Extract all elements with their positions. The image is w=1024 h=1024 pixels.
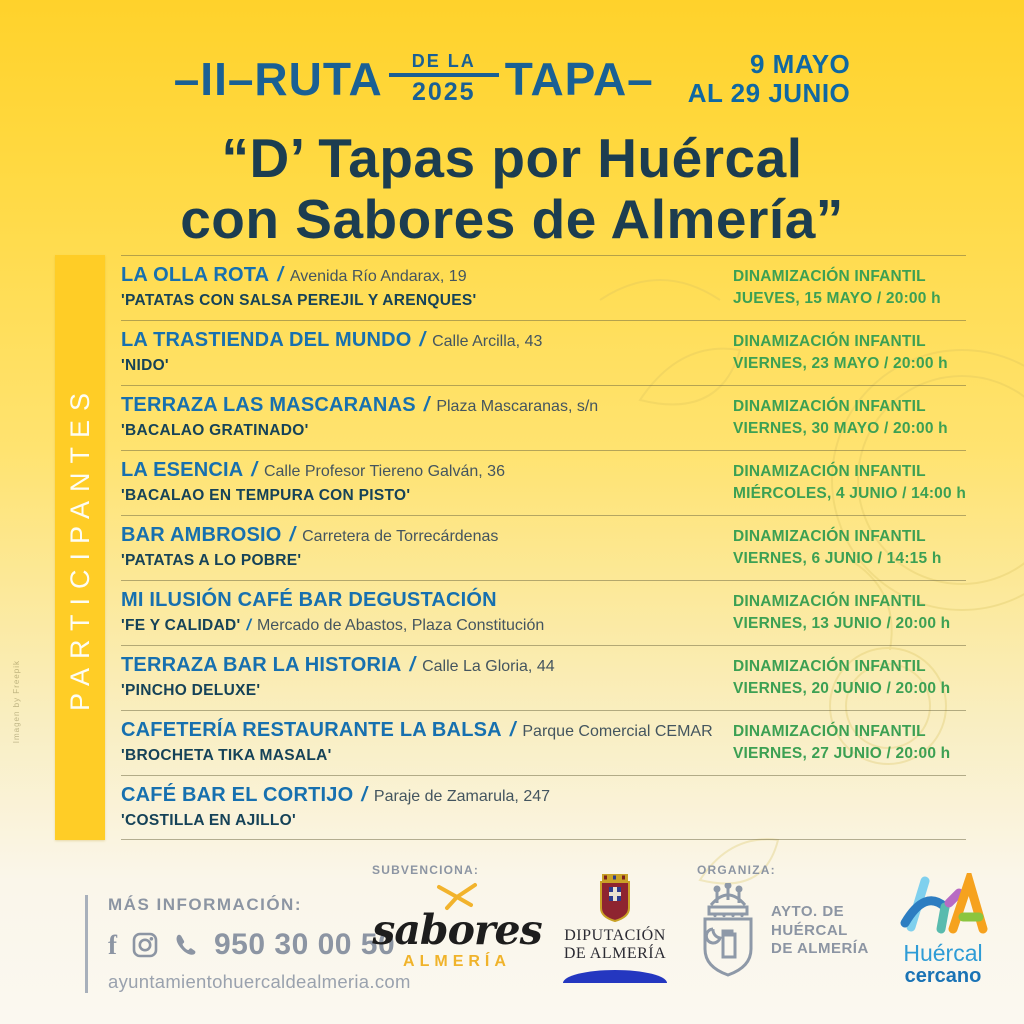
- participant-row: [121, 646, 966, 711]
- contact-heading: MÁS INFORMACIÓN:: [108, 895, 302, 914]
- venue-line: [121, 459, 723, 482]
- venue-name: CAFETERÍA RESTAURANTE LA BALSA: [121, 718, 502, 741]
- venue-line: [121, 589, 723, 612]
- event-datetime: MIÉRCOLES, 4 JUNIO / 14:00 h: [733, 485, 966, 503]
- tapa-name: 'PATATAS A LO POBRE': [121, 551, 302, 569]
- tapa-line: [121, 422, 723, 440]
- event-datetime: VIERNES, 6 JUNIO / 14:15 h: [733, 550, 942, 568]
- event-schedule: [733, 784, 966, 830]
- tapa-name: 'BACALAO GRATINADO': [121, 421, 309, 439]
- sabores-almeria-logo: [372, 863, 542, 971]
- venue-line: [121, 524, 723, 547]
- venue-slash: /: [251, 458, 257, 481]
- venue-address: Paraje de Zamarula, 247: [373, 787, 551, 805]
- event-type: DINAMIZACIÓN INFANTIL: [733, 332, 926, 350]
- event-type: DINAMIZACIÓN INFANTIL: [733, 592, 926, 610]
- venue-line: [121, 329, 723, 352]
- venue-line: [121, 719, 723, 742]
- contact-row: [108, 928, 411, 962]
- event-type: DINAMIZACIÓN INFANTIL: [733, 527, 926, 545]
- tapa-name: 'FE Y CALIDAD': [121, 616, 241, 634]
- event-datetime: VIERNES, 30 MAYO / 20:00 h: [733, 420, 948, 438]
- participant-row: [121, 711, 966, 776]
- venue-name: CAFÉ BAR EL CORTIJO: [121, 783, 354, 806]
- image-credit: Imagen by Freepik: [12, 660, 21, 744]
- event-type: DINAMIZACIÓN INFANTIL: [733, 268, 926, 285]
- event-type: DINAMIZACIÓN INFANTIL: [733, 397, 926, 415]
- logo-year: 2025: [411, 77, 476, 106]
- venue-name: BAR AMBROSIO: [121, 523, 282, 546]
- ayuntamiento-line2: HUÉRCAL: [771, 921, 848, 939]
- venue-name: TERRAZA BAR LA HISTORIA: [121, 653, 402, 676]
- venue-slash: /: [289, 523, 296, 546]
- page-title-line1: “D’ Tapas por Huércal: [221, 127, 803, 189]
- tapa-line: [121, 747, 723, 765]
- event-datetime: VIERNES, 27 JUNIO / 20:00 h: [733, 745, 951, 763]
- venue-line: [121, 784, 723, 807]
- ruta-de-la-tapa-logo: [174, 51, 654, 107]
- participant-info: [121, 329, 733, 376]
- diputacion-crest-icon: [596, 873, 634, 923]
- participant-info: [121, 719, 733, 766]
- event-schedule: [733, 589, 966, 636]
- venue-line: [121, 394, 723, 417]
- page-title: [0, 128, 1024, 249]
- participant-info: [121, 654, 733, 701]
- tapa-name: 'NIDO': [121, 356, 169, 374]
- huercal-cercano-monogram-icon: [897, 873, 989, 935]
- event-type: DINAMIZACIÓN INFANTIL: [733, 722, 926, 740]
- sabores-subtitle: ALMERÍA: [403, 953, 511, 970]
- participant-info: [121, 524, 733, 571]
- participants-list: [121, 255, 966, 840]
- diputacion-almeria-logo: [556, 873, 674, 983]
- footer: [0, 855, 1024, 1024]
- venue-name: TERRAZA LAS MASCARANAS: [121, 393, 416, 416]
- event-type: DINAMIZACIÓN INFANTIL: [733, 657, 926, 675]
- event-type: DINAMIZACIÓN INFANTIL: [733, 462, 926, 480]
- tapa-name: 'BROCHETA TIKA MASALA': [121, 746, 332, 764]
- venue-name: LA ESENCIA: [121, 458, 244, 481]
- participant-row: [121, 321, 966, 386]
- tapa-address: Mercado de Abastos, Plaza Constitución: [256, 616, 545, 634]
- participant-row: [121, 581, 966, 646]
- tapa-line: [121, 292, 723, 310]
- ayuntamiento-line1: AYTO. DE: [771, 902, 845, 920]
- venue-address: Plaza Mascaranas, s/n: [436, 397, 599, 415]
- huercal-cercano-line2: cercano: [904, 965, 982, 987]
- participant-row: [121, 256, 966, 321]
- event-schedule: [733, 524, 966, 571]
- website-url: ayuntamientohuercaldealmeria.com: [108, 971, 411, 992]
- ayuntamiento-text: [771, 903, 869, 959]
- ayuntamiento-shield-icon: [697, 883, 759, 979]
- huercal-cercano-line1: Huércal: [903, 940, 983, 966]
- tapa-line: [121, 487, 723, 505]
- event-schedule: [733, 394, 966, 441]
- venue-slash: /: [361, 783, 367, 806]
- logo-part2: TAPA–: [504, 52, 654, 105]
- participants-section: [55, 255, 966, 840]
- venue-slash: /: [419, 328, 426, 351]
- venue-slash: /: [277, 264, 283, 286]
- participant-info: [121, 784, 733, 830]
- event-datetime: JUEVES, 15 MAYO / 20:00 h: [733, 290, 941, 308]
- page-title-line2: con Sabores de Almería”: [180, 187, 844, 250]
- phone-number: 950 30 00 50: [214, 928, 396, 961]
- sabores-wordmark: sabores: [372, 906, 542, 954]
- participant-info: [121, 264, 733, 311]
- event-schedule: [733, 459, 966, 506]
- participant-row: [121, 451, 966, 516]
- venue-address: Parque Comercial CEMAR: [522, 722, 713, 740]
- participants-banner-label: PARTICIPANTES: [64, 383, 95, 711]
- event-schedule: [733, 264, 966, 311]
- tapa-line: [121, 812, 723, 830]
- tapa-line: [121, 357, 723, 375]
- venue-address: Calle Arcilla, 43: [432, 332, 543, 350]
- venue-name: LA OLLA ROTA: [121, 264, 270, 286]
- participants-banner: [55, 255, 105, 840]
- participant-info: [121, 589, 733, 636]
- tapa-slash: /: [246, 616, 251, 634]
- ayuntamiento-logo: [697, 883, 869, 979]
- tapa-line: [121, 617, 723, 635]
- instagram-icon: [132, 932, 158, 958]
- ayuntamiento-line3: DE ALMERÍA: [771, 940, 869, 958]
- event-schedule: [733, 719, 966, 766]
- tapa-name: 'PINCHO DELUXE': [121, 681, 261, 699]
- participant-row: [121, 516, 966, 581]
- event-schedule: [733, 329, 966, 376]
- venue-address: Carretera de Torrecárdenas: [302, 527, 499, 545]
- event-dates-line1: 9 MAYO: [749, 49, 851, 79]
- tapa-name: 'PATATAS CON SALSA PEREJIL Y ARENQUES': [121, 292, 477, 309]
- event-datetime: VIERNES, 13 JUNIO / 20:00 h: [733, 615, 951, 633]
- logo-divider-line: [389, 73, 499, 77]
- venue-line: [121, 654, 723, 677]
- venue-name: LA TRASTIENDA DEL MUNDO: [121, 328, 412, 351]
- venue-slash: /: [423, 393, 430, 416]
- contact-info: [85, 895, 411, 993]
- event-datetime: VIERNES, 20 JUNIO / 20:00 h: [733, 680, 951, 698]
- diputacion-line2: DE ALMERÍA: [563, 945, 667, 963]
- participant-row: [121, 776, 966, 840]
- venue-line: [121, 264, 723, 287]
- logo-center-stack: [389, 51, 499, 107]
- diputacion-text: [556, 927, 674, 964]
- logo-de-la: DE LA: [411, 50, 476, 71]
- tapa-line: [121, 682, 723, 700]
- venue-slash: /: [409, 653, 416, 676]
- venue-address: Avenida Río Andarax, 19: [289, 268, 467, 285]
- event-schedule: [733, 654, 966, 701]
- organiza-label: ORGANIZA:: [697, 863, 776, 877]
- event-datetime: VIERNES, 23 MAYO / 20:00 h: [733, 355, 948, 373]
- venue-address: Calle Profesor Tiereno Galván, 36: [263, 462, 505, 480]
- diputacion-arc: [563, 970, 667, 983]
- tapa-line: [121, 552, 723, 570]
- huercal-cercano-logo: [888, 873, 998, 987]
- subvenciona-label: SUBVENCIONA:: [372, 863, 480, 877]
- venue-name: MI ILUSIÓN CAFÉ BAR DEGUSTACIÓN: [121, 588, 497, 611]
- participant-info: [121, 459, 733, 506]
- participant-row: [121, 386, 966, 451]
- logo-part1: –II–RUTA: [173, 52, 383, 105]
- event-dates-line2: AL 29 JUNIO: [687, 77, 851, 108]
- venue-slash: /: [509, 718, 516, 741]
- tapa-name: 'COSTILLA EN AJILLO': [121, 811, 296, 829]
- venue-address: Calle La Gloria, 44: [422, 657, 555, 675]
- header: [0, 50, 1024, 107]
- participant-info: [121, 394, 733, 441]
- facebook-icon: f: [108, 929, 117, 960]
- diputacion-line1: DIPUTACIÓN: [564, 927, 666, 944]
- event-dates: [688, 50, 851, 107]
- tapa-name: 'BACALAO EN TEMPURA CON PISTO': [121, 486, 411, 504]
- phone-icon: [173, 932, 199, 958]
